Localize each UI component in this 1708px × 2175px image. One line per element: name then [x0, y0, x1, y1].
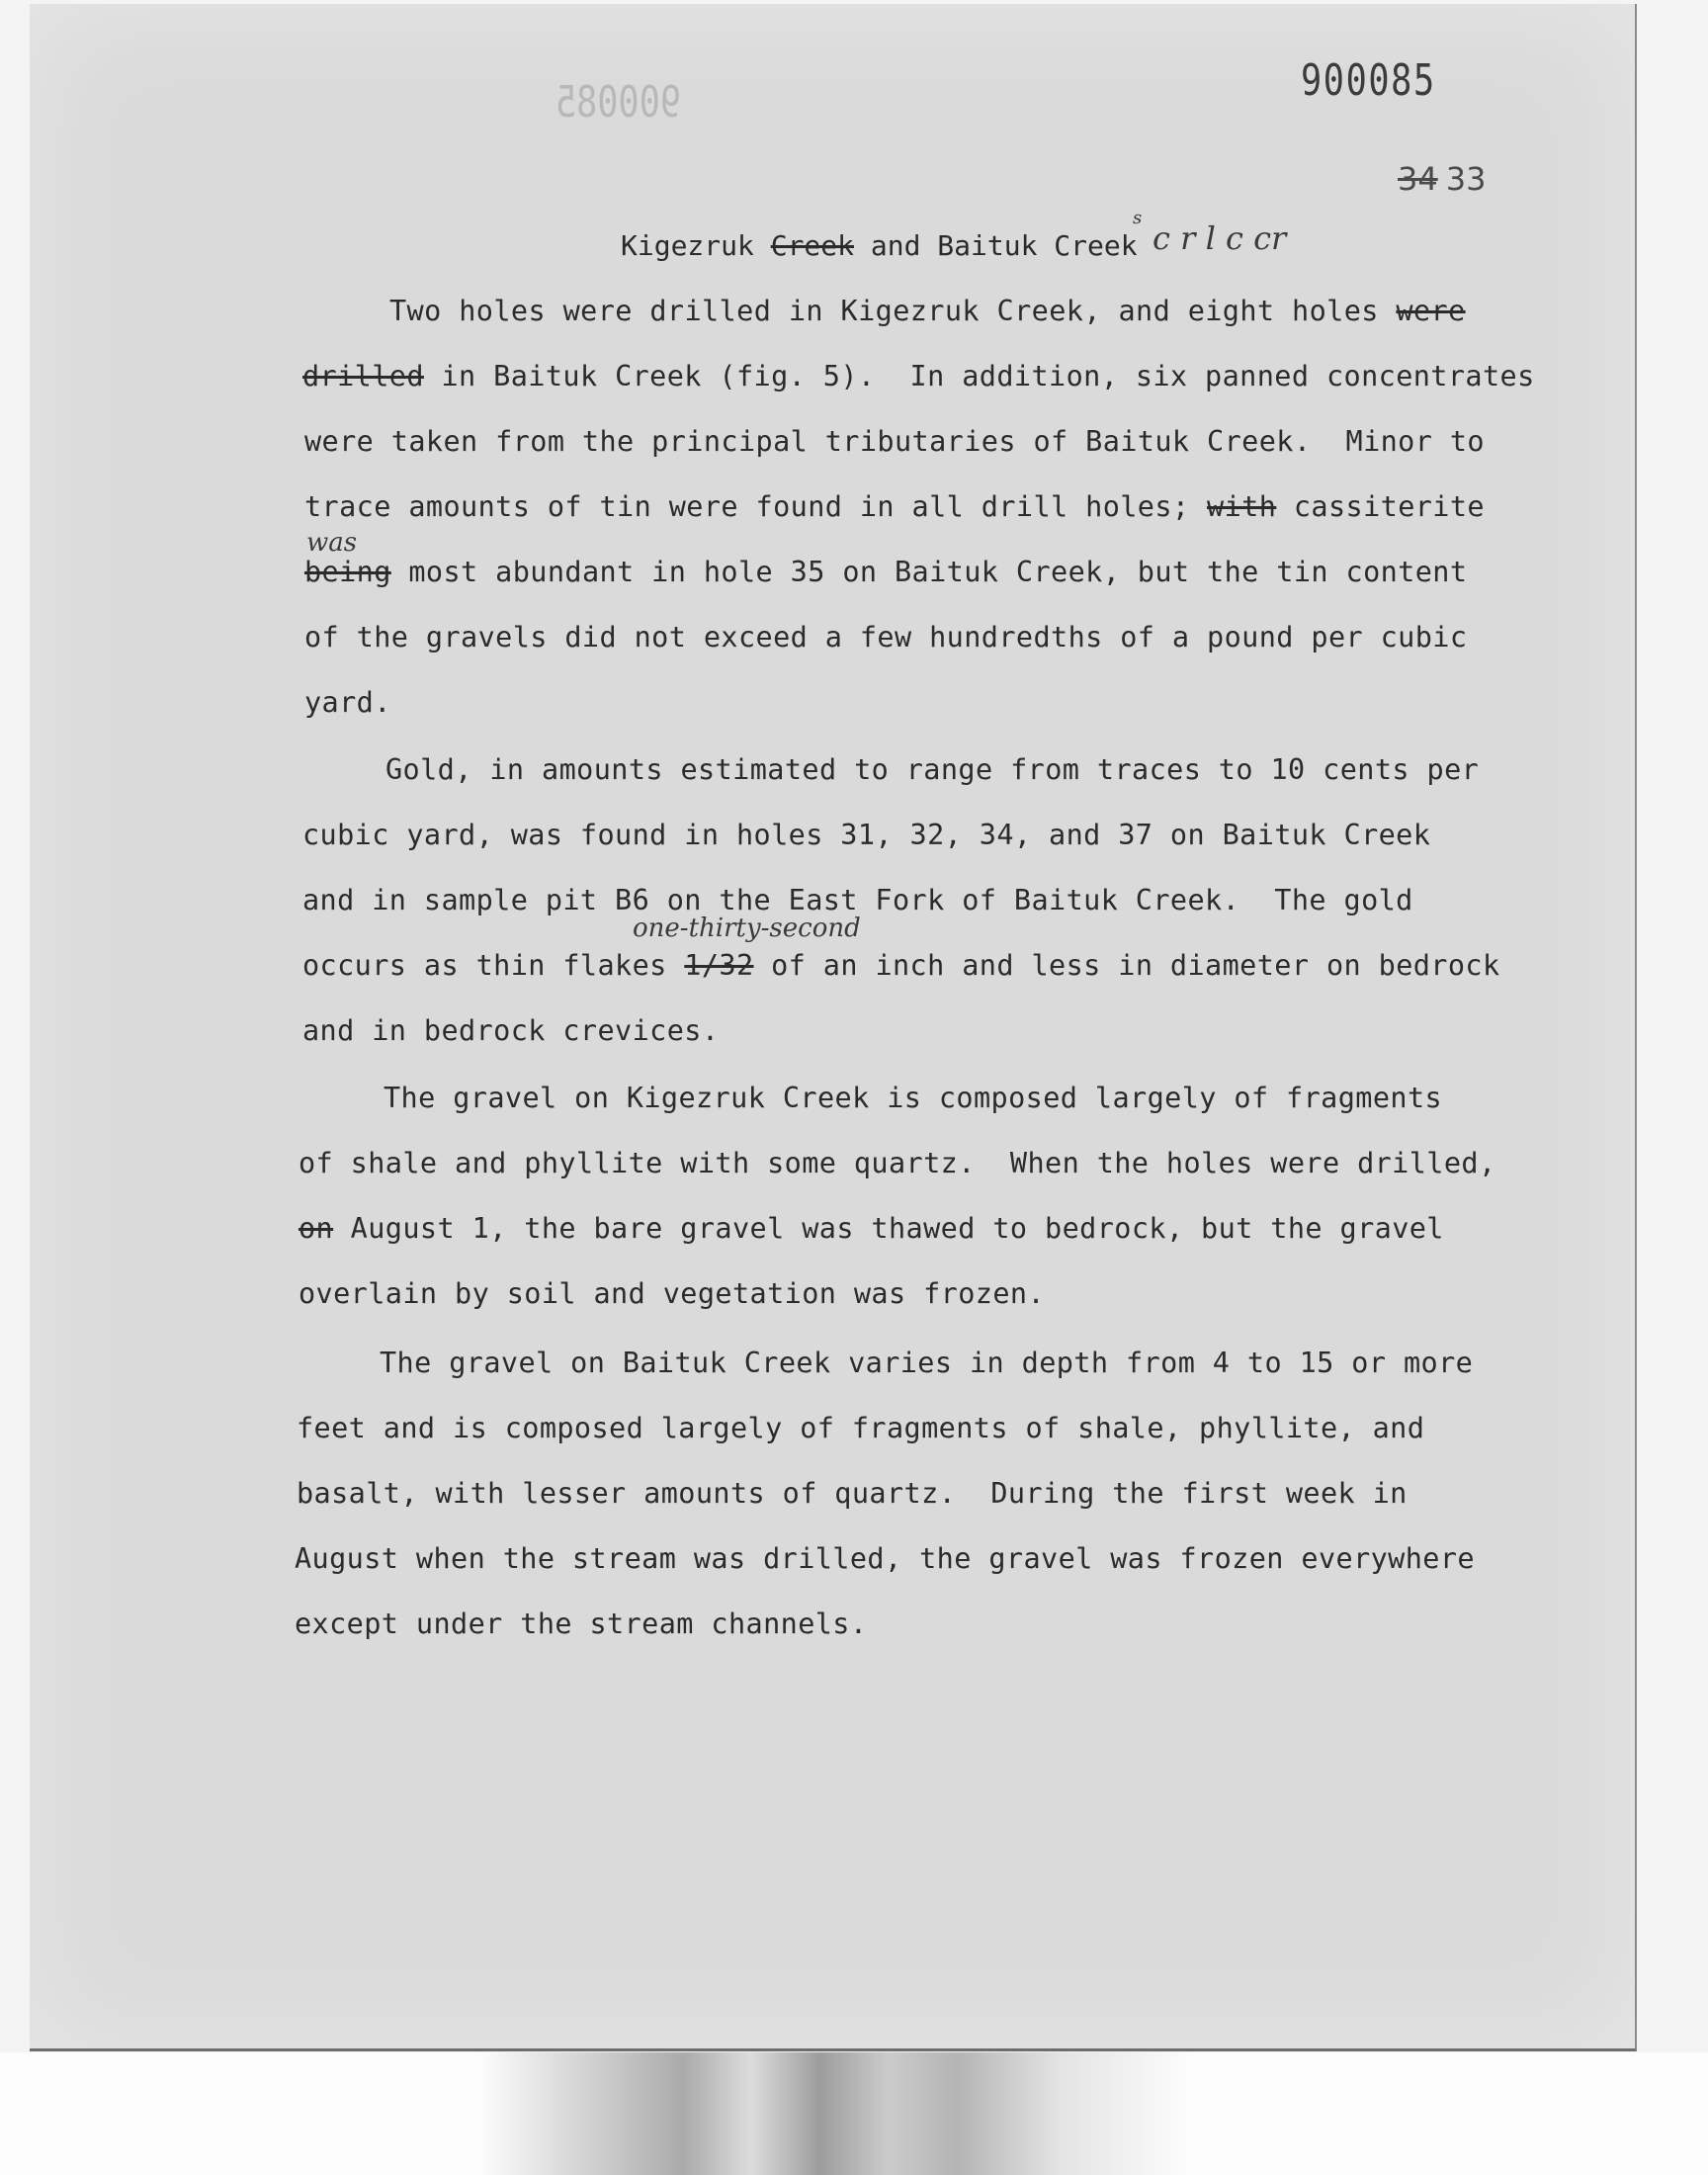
- p3-line-4: overlain by soil and vegetation was frozen.: [299, 1277, 1046, 1310]
- document-stamp-number: 900085: [1301, 55, 1436, 106]
- p3-line-2: of shale and phyllite with some quartz. When the holes were drilled,: [299, 1147, 1496, 1179]
- p1-insert-was: was: [306, 528, 358, 558]
- page-number-current: 33: [1445, 160, 1487, 198]
- p4-line-5: except under the stream channels.: [295, 1608, 868, 1640]
- p1-line-2: drilled in Baituk Creek (fig. 5). In addition, six panned concentrates: [302, 360, 1535, 392]
- page-number: [1398, 160, 1486, 198]
- section-title: [621, 229, 1138, 262]
- p2-line-3: and in sample pit B6 on the East Fork of Baituk Creek. The gold: [302, 884, 1413, 916]
- ghost-stamp: 900085: [555, 77, 682, 128]
- p4-line-1: The gravel on Baituk Creek varies in depth from 4 to 15 or more: [380, 1347, 1474, 1379]
- title-part-1: Kigezruk: [621, 229, 771, 262]
- title-struck-word: Creek: [770, 229, 855, 262]
- p2-line-2: cubic yard, was found in holes 31, 32, 34, and 37 on Baituk Creek: [302, 819, 1431, 851]
- title-part-2: and Baituk Creek: [854, 229, 1138, 262]
- p2-line-4: occurs as thin flakes 1/32 of an inch and less in diameter on bedrock: [302, 949, 1500, 982]
- p1-line-6: of the gravels did not exceed a few hundredths of a pound per cubic: [304, 621, 1468, 653]
- page-number-struck: 34: [1398, 160, 1438, 198]
- title-note-mark: s: [1133, 208, 1143, 228]
- p1-line-5: being most abundant in hole 35 on Baituk Creek, but the tin content: [304, 556, 1468, 588]
- scan-artifact-strip: [0, 2052, 1708, 2175]
- p1-line-1: Two holes were drilled in Kigezruk Creek, and eight holes were: [389, 295, 1466, 327]
- p1-line-4: trace amounts of tin were found in all drill holes; with cassiterite: [304, 490, 1485, 523]
- p3-line-3: on August 1, the bare gravel was thawed to bedrock, but the gravel: [299, 1212, 1444, 1245]
- p1-line-7: yard.: [304, 686, 391, 719]
- p2-line-5: and in bedrock crevices.: [302, 1014, 720, 1047]
- p4-line-2: feet and is composed largely of fragments of shale, phyllite, and: [297, 1412, 1425, 1444]
- p4-line-4: August when the stream was drilled, the gravel was frozen everywhere: [295, 1542, 1475, 1575]
- title-handwritten-note: c r l c cr: [1153, 219, 1287, 257]
- p2-line-1: Gold, in amounts estimated to range from traces to 10 cents per: [385, 753, 1480, 786]
- p1-line-3: were taken from the principal tributaries of Baituk Creek. Minor to: [304, 425, 1485, 458]
- p2-insert-fraction: one-thirty-second: [633, 914, 861, 943]
- p4-line-3: basalt, with lesser amounts of quartz. During the first week in: [297, 1477, 1408, 1510]
- p3-line-1: The gravel on Kigezruk Creek is composed largely of fragments: [384, 1082, 1443, 1114]
